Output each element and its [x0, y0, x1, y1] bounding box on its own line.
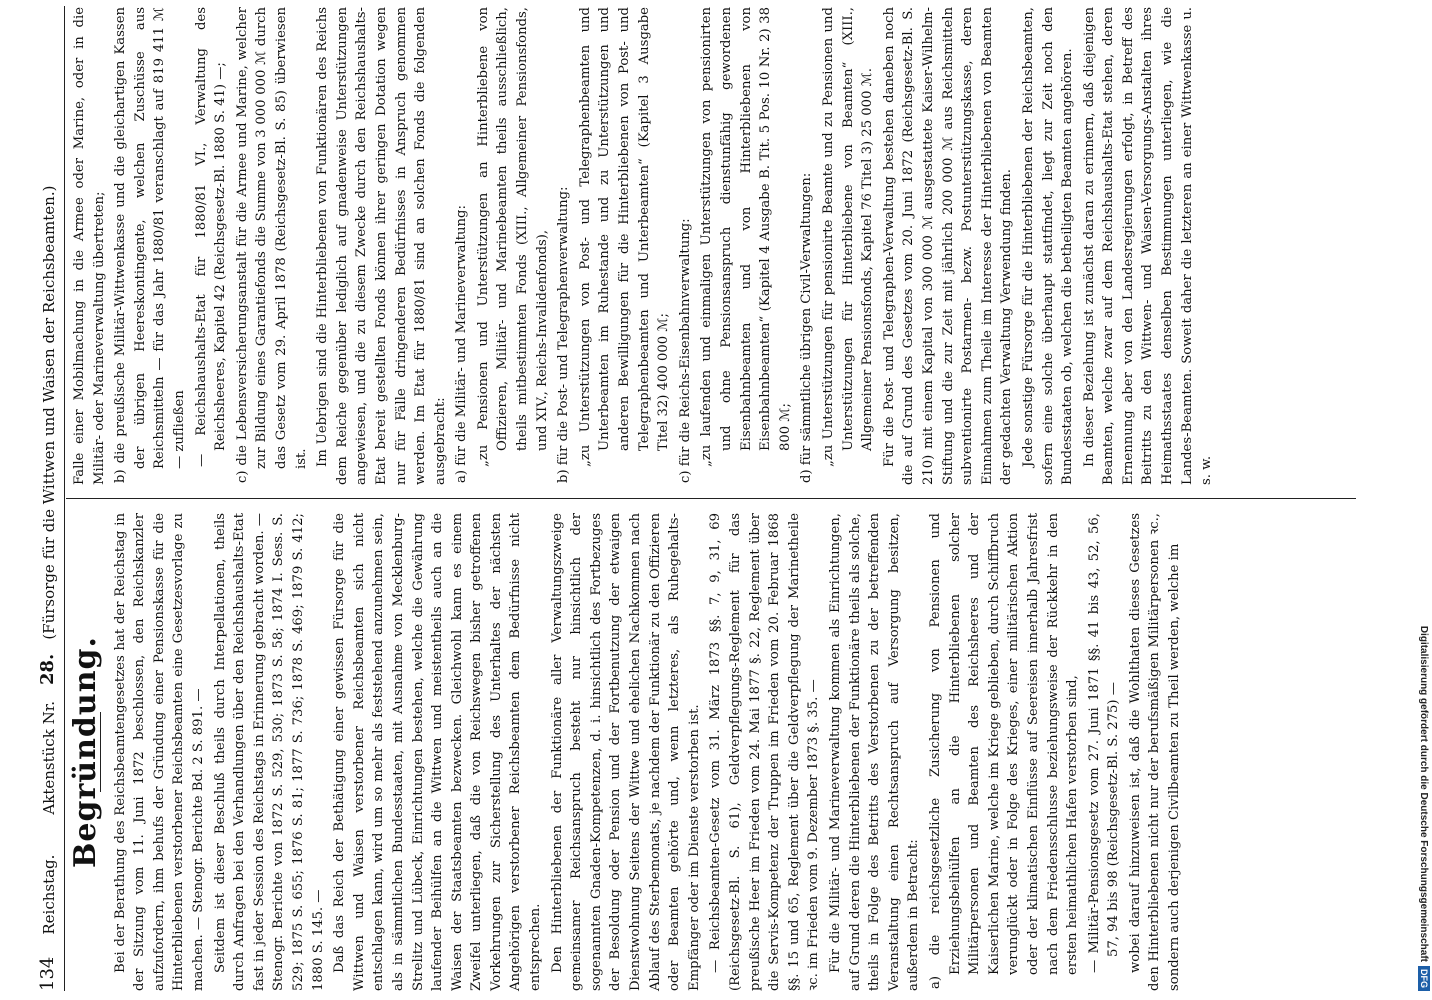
side-note: Digitalisierung gefördert durch die Deutsche Forschungsgemeinschaft [1418, 625, 1429, 962]
paragraph: Falle einer Mobilmachung in die Armee oder Marine, oder in die Militär- oder Marineverwaltung übertreten; [72, 7, 107, 485]
paragraph: — Reichsbeamten-Gesetz vom 31. März 1873 §§. 7, 9, 31, 69 (Reichsgesetz-Bl. S. 61), Geldverpflegungs-Reglement für das preußische Heer im Frieden vom 24. Mai 1877 §. 22, Reglement über die Servis-Kompetenz der Truppen im Frieden vom 20. Februar 1868 §§. 15 und 65, Reglement über die Geldverpflegung der Marinetheile ꝛc. im Frieden vom 9. Dezember 1873 §. 35. — [708, 513, 822, 991]
paragraph: Im Uebrigen sind die Hinterbliebenen von Funktionären des Reichs dem Reiche gegenüber lediglich auf gnadenweise Unterstützungen angewiesen, und die zu diesem Zwecke durch den Reichshaushalts-Etat bereit gestellten Fonds können ihrer geringen Dotation wegen nur für Fälle dringenderen Bedürfnisses in Anspruch genommen werden. Im Etat für 1880/81 sind an solchen Fonds die folgenden ausgebracht: [315, 7, 448, 485]
sub-item: „zu Pensionen und Unterstützungen an Hinterbliebene von Offizieren, Militär- und Marinebeamten theils ausschließlich, theils mitbestimmten Fonds (XIII., Allgemeiner Pensionsfonds, und XIV., Reichs-Invalidenfonds), [475, 7, 550, 467]
paragraph: Seitdem ist dieser Beschluß theils durch Interpellationen, theils durch Anfragen bei den Verhandlungen über den Reichshaushalts-Etat fast in jeder Session des Reichstags in Erinnerung gebracht worden. — Stenogr. Berichte von 1872 S. 529, 530; 1873 S. 58; 1874 I. Sess. S. 529; 1875 S. 655; 1876 S. 81; 1877 S. 736; 1878 S. 469; 1879 S. 412; 1880 S. 145. — [212, 513, 326, 991]
header-document-number: 28. [37, 653, 58, 685]
left-column-body [111, 513, 1185, 991]
paragraph: Für die Post- und Telegraphen-Verwaltung bestehen daneben noch die auf Grund des Gesetzes vom 20. Juni 1872 (Reichsgesetz-Bl. S. 210) mit einem Kapital von 300 000 ℳ ausgestattete Kaiser-Wilhelm-Stiftung und die zur Zeit mit jährlich 200 000 ℳ aus Reichsmitteln subventionirte Postarmen- bezw. Postunterstützungskasse, deren Einnahmen zum Theile im Interesse der Hinterbliebenen von Beamten der gedachten Verwaltung Verwendung finden. [881, 7, 1015, 485]
paragraph: wobei darauf hinzuweisen ist, daß die Wohlthaten dieses Gesetzes den Hinterbliebenen nicht nur der berufsmäßigen Militärpersonen ꝛc., sondern auch derjenigen Civilbeamten zu Theil werden, welche im [1127, 513, 1183, 991]
header-document: Aktenstück Nr. [40, 701, 58, 815]
rotated-document [18, 6, 1358, 991]
list-item: b) für die Post- und Telegraphenverwaltung: [556, 186, 572, 483]
sub-item: „zu laufenden und einmaligen Unterstützungen von pensionirten und ohne Pensionsanspruch dienstunfähig gewordenen Eisenbahnbeamten und von Hinterbliebenen von Eisenbahnbeamten“ (Kapitel 4 Ausgabe B. Tit. 5 Pos. 10 Nr. 2) 38 800 ℳ; [699, 7, 793, 467]
paragraph: Bei der Berathung des Reichsbeamtengesetzes hat der Reichstag in der Sitzung vom 11. Juni 1872 beschlossen, den Reichskanzler aufzufordern, ihm behufs der Gründung einer Pensionskasse für die Hinterbliebenen verstorbener Reichsbeamten eine Gesetzesvorlage zu machen. — Stenogr. Berichte Bd. 2 S. 891. — [112, 513, 206, 991]
list-item: a) für die Militär- und Marineverwaltung: [454, 205, 470, 483]
header-rule [64, 6, 65, 991]
sub-item: „zu Unterstützungen für pensionirte Beamte und zu Pensionen und Unterstützungen für Hinterbliebene von Beamten“ (XIII., Allgemeiner Pensionsfonds, Kapitel 76 Titel 3) 25 000 ℳ. [820, 7, 876, 467]
header-parliament: Reichstag. [40, 854, 58, 935]
list-item: b) die preußische Militär-Wittwenkasse und die gleichartigen Kassen der übrigen Heereskontingente, welchen Zuschüsse aus Reichsmitteln — für das Jahr 1880/81 veranschlagt auf 819 411 ℳ — zufließen [113, 7, 187, 483]
list-item: c) für die Reichs-Eisenbahnverwaltung: [677, 218, 693, 483]
paragraph: Jede sonstige Fürsorge für die Hinterbliebenen der Reichsbeamten, sofern eine solche überhaupt stattfindet, liegt zur Zeit noch den Bundesstaaten ob, welchen die betheiligten Beamten angehören. [1020, 7, 1076, 485]
sub-item: — Militär-Pensionsgesetz vom 27. Juni 1871 §§. 41 bis 43, 52, 56, 57, 94 bis 98 (Reichsgesetz-Bl. S. 275) — [1086, 513, 1122, 973]
list-item: a) die reichsgesetzliche Zusicherung von Pensionen und Erziehungsbeihülfen an die Hinterbliebenen solcher Militärpersonen und Beamten des Reichsheeres und der Kaiserlichen Marine, welche im Kriege geblieben, durch Schiffbruch verunglückt oder in Folge des Krieges, einer militärischen Aktion oder der klimatischen Einflüsse auf Seereisen innerhalb Jahresfrist nach dem Friedensschlusse beziehungsweise der Rückkehr in den ersten heimathlichen Hafen verstorben sind, [927, 513, 1081, 989]
header-subject: (Fürsorge für die Wittwen und Waisen der Reichsbeamten.) [40, 185, 58, 640]
paragraph: In dieser Beziehung ist zunächst daran zu erinnern, daß diejenigen Beamten, welche zwar auf dem Reichshaushalts-Etat stehen, deren Ernennung aber von den Landesregierungen erfolgt, in Betreff des Beitritts zu den Wittwen- und Waisen-Versorgungs-Anstalten ihres Heimathsstaates denselben Bestimmungen unterliegen, wie die Landes-Beamten. Soweit daher die letzteren an einer Wittwenkasse u. s. w. [1081, 7, 1215, 485]
sub-item: „zu Unterstützungen von Post- und Telegraphenbeamten und Unterbeamten im Ruhestande und zu Unterstützungen und anderen Bewilligungen für die Hinterbliebenen von Post- und Telegraphenbeamten und Unterbeamten“ (Kapitel 3 Ausgabe Titel 32) 400 000 ℳ; [577, 7, 672, 467]
page-number: 134 [37, 956, 58, 991]
paragraph: Für die Militär- und Marineverwaltung kommen als Einrichtungen, auf Grund deren die Hinterbliebenen der Funktionäre theils als solche, theils in Folge des Betritts des Verstorbenen zu der betreffenden Veranstaltung einen Rechtsanspruch auf Versorgung besitzen, außerdem in Betracht: [827, 513, 922, 991]
right-column [70, 7, 1219, 485]
right-column-body [70, 7, 1217, 485]
list-item: d) für sämmtliche übrigen Civil-Verwaltungen: [799, 172, 815, 483]
section-title: Begründung. [68, 636, 103, 868]
left-column [70, 513, 1187, 991]
list-item: c) die Lebensversicherungsanstalt für die Armee und Marine, welcher zur Bildung eines Garantiefonds die Summe von 3 000 000 ℳ durch das Gesetz vom 29. April 1878 (Reichsgesetz-Bl. S. 85) überwiesen ist. [234, 7, 309, 483]
dfg-logo: DFG [1418, 966, 1430, 991]
sub-item: — Reichshaushalts-Etat für 1880/81 VI., Verwaltung des Reichsheeres, Kapitel 42 (Reichsgesetz-Bl. 1880 S. 41) —; [193, 7, 229, 467]
paragraph: Daß das Reich der Bethätigung einer gewissen Fürsorge für die Wittwen und Waisen verstorbener Reichsbeamten sich nicht entschlagen kann, wird um so mehr als feststehend anzunehmen sein, als in sämmtlichen Bundesstaaten, mit Ausnahme von Mecklenburg-Strelitz und Lübeck, Einrichtungen bestehen, welche die Gewährung laufender Beihülfen an die Wittwen und meistentheils auch an die Waisen der Staatsbeamten bezwecken. Gleichwohl kann es einem Zweifel unterliegen, daß die von Reichswegen bisher getroffenen Vorkehrungen zur Sicherstellung des Unterhaltes der nächsten Angehörigen verstorbener Reichsbeamten dem Bedürfnisse nicht entsprechen. [332, 513, 544, 991]
paragraph: Den Hinterbliebenen der Funktionäre aller Verwaltungszweige gemeinsamer Reichsanspruch besteht nur hinsichtlich der sogenannten Gnaden-Kompetenzen, d. i. hinsichtlich des Fortbezuges der Besoldung oder Pension und der Fortbenutzung der etwaigen Dienstwohnung Seitens der Wittwe und ehelichen Nachkommen nach Ablauf des Sterbemonats, je nachdem der Funktionär zu den Offizieren oder Beamten gehörte und, wenn letzteres, als Ruhegehalts-Empfänger oder im Dienste verstorben ist. [549, 513, 702, 991]
side-credit [1412, 6, 1430, 991]
column-divider [66, 498, 1356, 499]
running-header [18, 6, 58, 991]
